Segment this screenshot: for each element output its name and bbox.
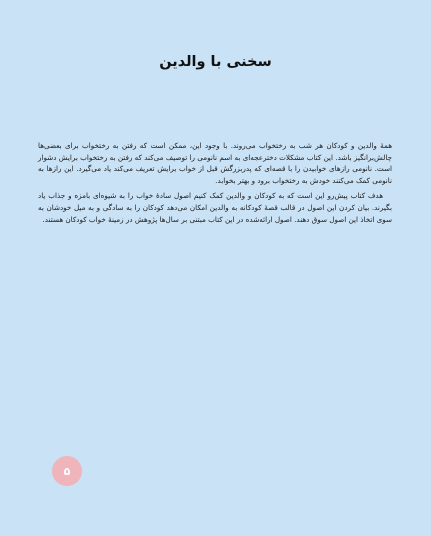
page-number-badge bbox=[52, 456, 82, 486]
page-number: ۵ bbox=[63, 464, 71, 478]
paragraph-intro: همهٔ والدین و کودکان هر شب به رختخواب می‌روند. با وجود این، ممکن است که رفتن به رختخواب برای بعضی‌ها چالش‌برانگیز باشد. این کتاب مشکلات دخترعجه‌ای به اسم نانومی را توصیف می‌کند که رفتن به رختخواب برایش دشوار است. نانومی رازهای خوابیدن را با قصه‌ای که پدربزرگش قبل از خواب برایش تعریف می‌کند یاد می‌گیرد. این رازها به نانومی کمک می‌کنند خودش به رختخواب برود و بهتر بخوابد. bbox=[38, 141, 392, 185]
paragraph-purpose: هدف کتاب پیش‌رو این است که به کودکان و والدین کمک کنیم اصول سادهٔ خواب را به شیوه‌ای بامزه و جذاب یاد بگیرند. بیان کردن این اصول در قالب قصهٔ کودکانه به والدین امکان می‌دهد کودکان را به سادگی و به میل خودشان به سوی اتخاذ این اصول سوق دهند. اصول ارائه‌شده در این کتاب مبتنی بر سال‌ها پژوهش در زمینهٔ خواب کودکان هستند. bbox=[38, 191, 392, 224]
body-text bbox=[38, 140, 392, 229]
page-title: سخنی با والدین bbox=[159, 54, 272, 70]
